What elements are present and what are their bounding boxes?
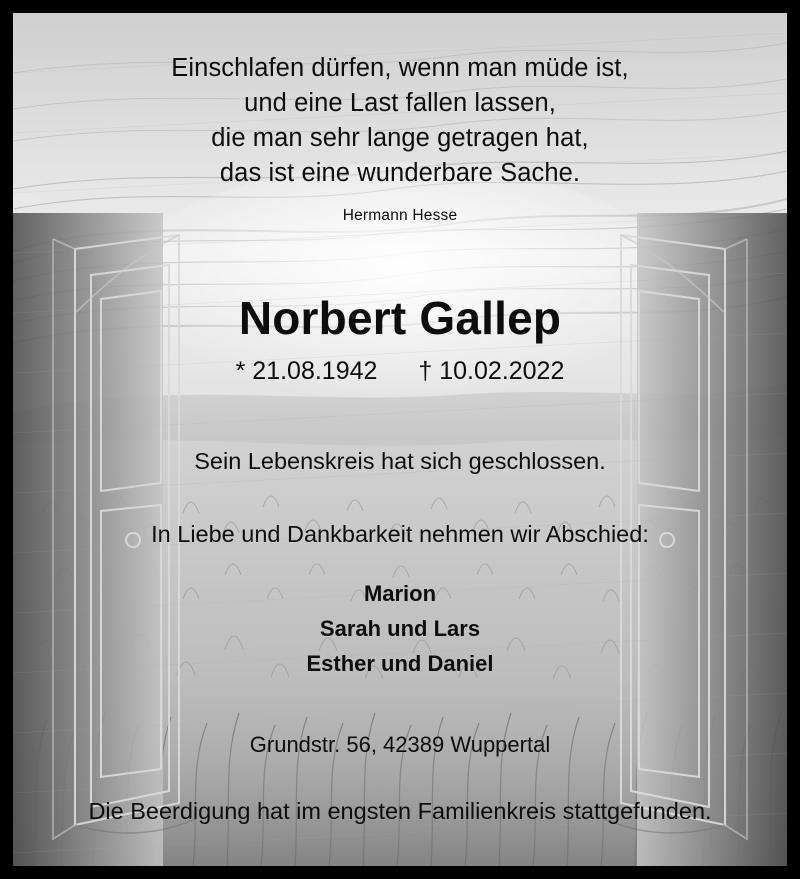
memorial-sentence: Sein Lebenskreis hat sich geschlossen. — [194, 448, 606, 474]
life-dates — [13, 357, 787, 386]
farewell-intro: In Liebe und Dankbarkeit nehmen wir Abschied: — [151, 521, 649, 547]
funeral-note: Die Beerdigung hat im engsten Familienkreis stattgefunden. — [88, 798, 712, 824]
mourner-line: Esther und Daniel — [306, 651, 494, 676]
birth-date: * 21.08.1942 — [235, 357, 378, 385]
poem-line: das ist eine wunderbare Sache. — [219, 159, 581, 187]
poem — [13, 51, 787, 191]
obituary-text-content — [13, 13, 787, 866]
poem-line: und eine Last fallen lassen, — [244, 89, 556, 117]
poem-line: Einschlafen dürfen, wenn man müde ist, — [171, 54, 629, 82]
poem-line: die man sehr lange getragen hat, — [211, 124, 589, 152]
family-address: Grundstr. 56, 42389 Wuppertal — [249, 732, 551, 757]
obituary-frame — [10, 10, 790, 869]
mourners-list — [13, 576, 787, 681]
mourner-line: Sarah und Lars — [319, 616, 481, 641]
poem-author: Hermann Hesse — [342, 207, 458, 224]
deceased-name: Norbert Gallep — [238, 292, 562, 344]
death-date: † 10.02.2022 — [418, 357, 565, 385]
mourner-line: Marion — [363, 581, 437, 606]
